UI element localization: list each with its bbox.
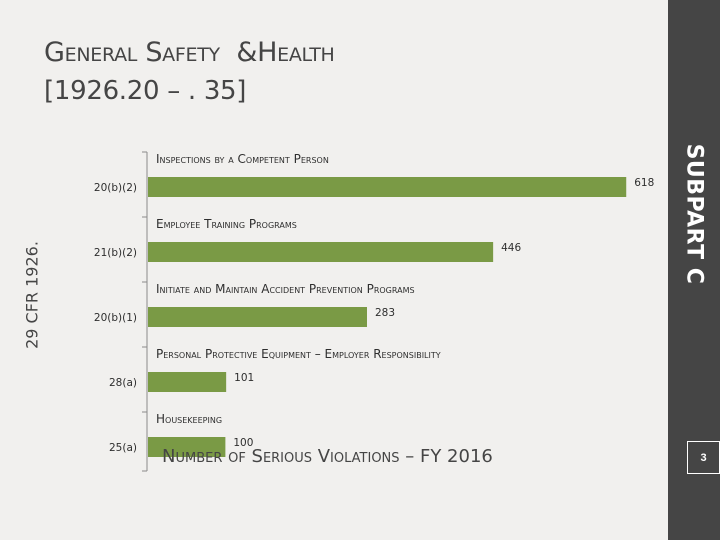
category-title: Initiate and Maintain Accident Prevention Programs	[156, 282, 415, 296]
bar	[148, 242, 493, 262]
category-title: Inspections by a Competent Person	[156, 152, 329, 166]
category-tick-label: 20(b)(2)	[93, 182, 137, 194]
data-label: 100	[233, 437, 254, 449]
subpart-label: SUBPART C	[681, 143, 707, 285]
regulation-label: 29 CFR 1926.	[22, 241, 42, 349]
bar	[148, 177, 626, 197]
bar	[148, 372, 226, 392]
title-line-2: [1926.20 – . 35]	[44, 76, 247, 106]
data-label: 618	[634, 177, 655, 189]
bar	[148, 307, 367, 327]
page-number: 3	[687, 441, 720, 474]
data-label: 101	[234, 372, 255, 384]
data-label: 283	[374, 307, 396, 319]
title-line-1: General Safety &Health	[44, 37, 335, 68]
category-tick-label: 25(a)	[109, 442, 137, 454]
chart-footer-caption: Number of Serious Violations – FY 2016	[162, 446, 493, 467]
category-title: Personal Protective Equipment – Employer Responsibility	[156, 347, 441, 361]
category-title: Employee Training Programs	[156, 217, 297, 231]
category-tick-label: 21(b)(2)	[93, 247, 137, 259]
data-label: 446	[501, 242, 522, 254]
category-tick-label: 20(b)(1)	[93, 312, 137, 324]
category-title: Housekeeping	[156, 412, 223, 426]
category-tick-label: 28(a)	[109, 377, 137, 389]
